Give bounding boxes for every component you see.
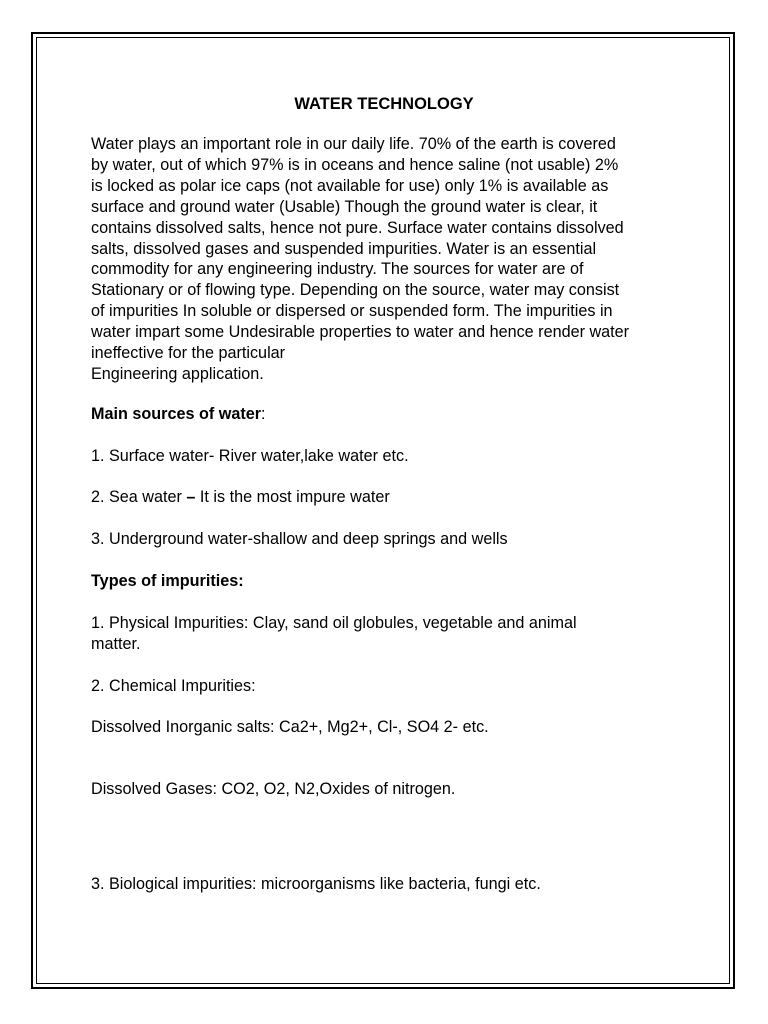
intro-line: commodity for any engineering industry. The sources for water are of xyxy=(91,260,584,279)
intro-line: salts, dissolved gases and suspended impurities. Water is an essential xyxy=(91,239,597,258)
source-item-sea xyxy=(91,487,390,508)
intro-line: of impurities In soluble or dispersed or suspended form. The impurities in xyxy=(91,302,613,321)
sea-water-label: 2. Sea water xyxy=(91,488,187,506)
intro-line: Stationary or of flowing type. Depending on the source, water may consist xyxy=(91,281,620,300)
intro-line: by water, out of which 97% is in oceans and hence saline (not usable) 2% xyxy=(91,155,619,174)
intro-line: surface and ground water (Usable) Though the ground water is clear, it xyxy=(91,197,598,216)
sea-water-description: It is the most impure water xyxy=(195,488,390,506)
physical-impurities-line1: 1. Physical Impurities: Clay, sand oil globules, vegetable and animal xyxy=(91,614,577,632)
sources-heading: Main sources of water xyxy=(91,405,262,423)
sources-heading-line xyxy=(91,404,266,425)
intro-paragraph xyxy=(91,134,691,385)
intro-line: is locked as polar ice caps (not available for use) only 1% is available as xyxy=(91,176,609,195)
intro-line: Engineering application. xyxy=(91,364,264,383)
impurities-heading: Types of impurities: xyxy=(91,572,244,590)
intro-line: ineffective for the particular xyxy=(91,344,286,363)
source-item-surface: 1. Surface water- River water,lake water etc. xyxy=(91,447,409,465)
inorganic-salts: Dissolved Inorganic salts: Ca2+, Mg2+, Cl-, SO4 2- etc. xyxy=(91,718,489,736)
chemical-impurities: 2. Chemical Impurities: xyxy=(91,677,256,695)
intro-line: water impart some Undesirable properties to water and hence render water xyxy=(91,323,630,342)
document-title: WATER TECHNOLOGY xyxy=(294,95,474,113)
sea-water-dash: – xyxy=(186,488,196,506)
physical-impurities-line2: matter. xyxy=(91,635,141,653)
biological-impurities: 3. Biological impurities: microorganisms like bacteria, fungi etc. xyxy=(91,875,541,893)
sources-heading-colon: : xyxy=(261,405,266,423)
intro-line: contains dissolved salts, hence not pure. Surface water contains dissolved xyxy=(91,218,624,237)
intro-line: Water plays an important role in our daily life. 70% of the earth is covered xyxy=(91,135,616,153)
source-item-underground: 3. Underground water-shallow and deep springs and wells xyxy=(91,530,508,548)
dissolved-gases: Dissolved Gases: CO2, O2, N2,Oxides of nitrogen. xyxy=(91,780,456,798)
